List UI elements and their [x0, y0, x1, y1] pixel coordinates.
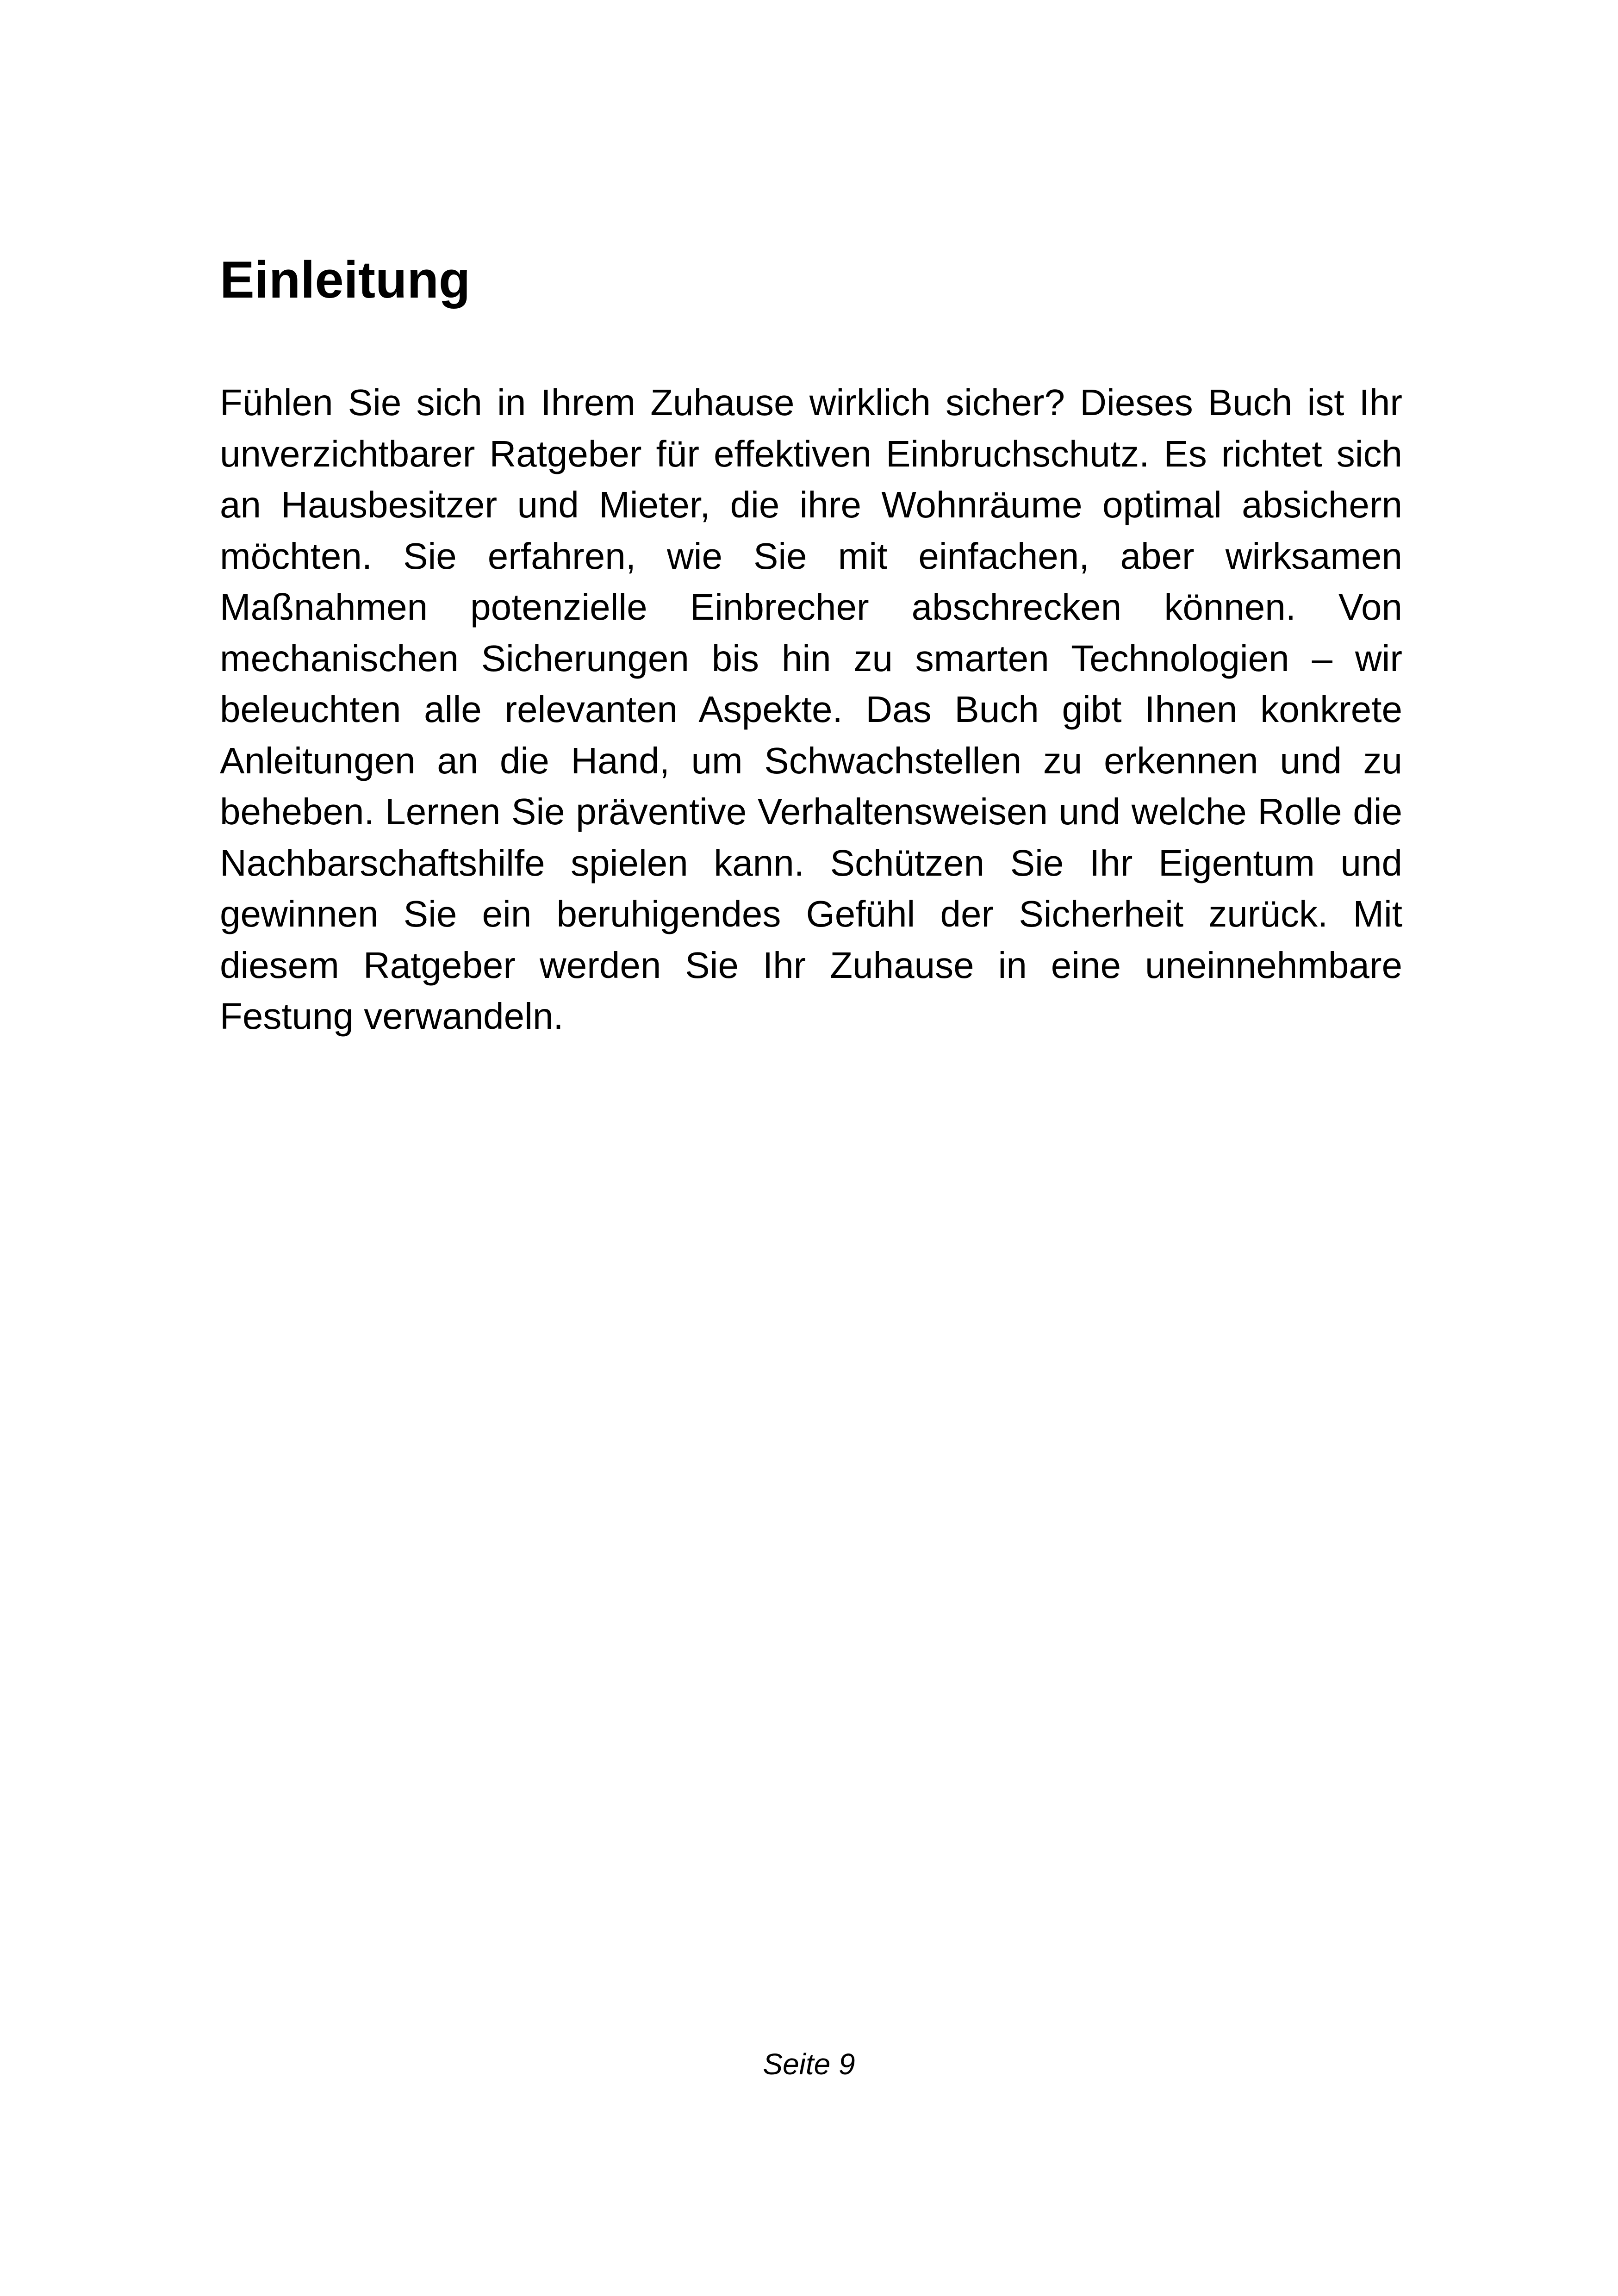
chapter-heading: Einleitung	[220, 251, 471, 309]
page-number: Seite 9	[763, 2047, 855, 2081]
intro-paragraph: Fühlen Sie sich in Ihrem Zuhause wirklich sicher? Dieses Buch ist Ihr unverzichtbarer Ratgeber für effektiven Einbruchschutz. Es richtet sich an Hausbesitzer und Mieter, die ihre Wohnräume optimal absichern möchten. Sie erfahren, wie Sie mit einfachen, aber wirksamen Maßnahmen potenzielle Einbrecher abschrecken können. Von mechanischen Sicherungen bis hin zu smarten Technologien – wir beleuchten alle relevanten Aspekte. Das Buch gibt Ihnen konkrete Anleitungen an die Hand, um Schwachstellen zu erkennen und zu beheben. Lernen Sie präventive Verhaltensweisen und welche Rolle die Nachbarschaftshilfe spielen kann. Schützen Sie Ihr Eigentum und gewinnen Sie ein beruhigendes Gefühl der Sicherheit zurück. Mit diesem Ratgeber werden Sie Ihr Zuhause in eine uneinnehmbare Festung verwandeln.	[220, 382, 1402, 1037]
